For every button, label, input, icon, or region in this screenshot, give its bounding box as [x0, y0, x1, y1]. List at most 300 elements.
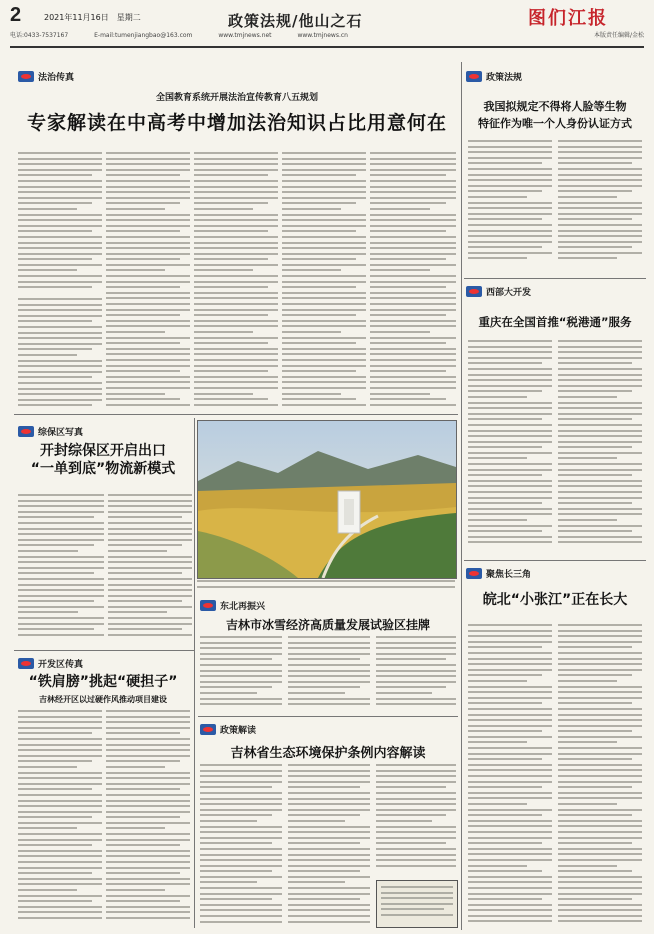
text-line — [282, 275, 366, 277]
text-line — [106, 337, 190, 339]
text-line — [288, 698, 370, 700]
text-line — [468, 876, 552, 878]
text-line — [376, 658, 446, 660]
text-line — [370, 214, 456, 216]
chongqing-headline: 重庆在全国首推“税港通”服务 — [478, 315, 632, 329]
text-line — [558, 213, 642, 215]
text-line — [18, 337, 102, 339]
text-line — [558, 797, 642, 799]
text-line — [194, 387, 278, 389]
text-line — [194, 370, 268, 372]
text-line — [468, 435, 552, 437]
text-line — [468, 246, 542, 248]
text-line — [468, 809, 552, 811]
text-line — [468, 769, 552, 771]
text-line — [18, 225, 102, 227]
kaifeng-col-1 — [18, 494, 104, 644]
text-line — [106, 365, 190, 367]
text-line — [376, 848, 456, 850]
text-line — [106, 833, 190, 835]
text-line — [18, 556, 104, 558]
main-col-3 — [194, 152, 278, 410]
text-line — [370, 269, 430, 271]
text-line — [18, 191, 102, 193]
text-line — [194, 197, 278, 199]
text-line — [282, 219, 366, 221]
text-line — [282, 253, 366, 255]
text-line — [376, 775, 456, 777]
text-line — [558, 714, 642, 716]
text-line — [558, 887, 642, 889]
text-line — [194, 398, 268, 400]
text-line — [468, 909, 552, 911]
text-line — [282, 230, 356, 232]
text-line — [288, 915, 370, 917]
text-line — [282, 292, 366, 294]
text-line — [558, 491, 642, 493]
text-line — [370, 186, 456, 188]
text-line — [18, 544, 94, 546]
text-line — [106, 281, 190, 283]
text-line — [282, 342, 356, 344]
text-line — [106, 883, 190, 885]
text-line — [376, 831, 456, 833]
main-col-1b — [18, 298, 102, 410]
text-line — [18, 833, 102, 835]
text-line — [18, 578, 104, 580]
text-line — [200, 675, 282, 677]
text-line — [468, 530, 542, 532]
text-line — [558, 346, 642, 348]
text-line — [200, 798, 282, 800]
text-line — [288, 809, 370, 811]
text-line — [282, 152, 366, 154]
main-col-4 — [282, 152, 366, 410]
text-line — [288, 786, 360, 788]
text-line — [18, 567, 104, 569]
text-line — [194, 331, 253, 333]
text-line — [106, 716, 190, 718]
text-line — [370, 286, 446, 288]
text-line — [106, 376, 190, 378]
text-line — [376, 703, 456, 705]
text-line — [106, 225, 190, 227]
text-line — [370, 297, 456, 299]
text-line — [18, 399, 102, 401]
text-line — [468, 641, 552, 643]
chongqing-col-2 — [558, 340, 642, 552]
section-tag-regs: 政策解读 — [200, 723, 256, 735]
text-line — [468, 893, 552, 895]
text-line — [200, 820, 257, 822]
text-line — [18, 794, 102, 796]
text-line — [200, 636, 282, 638]
text-line — [468, 340, 552, 342]
text-line — [558, 708, 642, 710]
section-flag-icon — [18, 426, 34, 437]
text-line — [468, 413, 552, 415]
text-line — [376, 642, 456, 644]
text-line — [468, 870, 542, 872]
text-line — [18, 539, 104, 541]
text-line — [558, 185, 642, 187]
text-line — [370, 342, 446, 344]
text-line — [558, 674, 632, 676]
text-line — [370, 376, 456, 378]
text-line — [18, 732, 92, 734]
text-line — [18, 371, 102, 373]
text-line — [558, 396, 617, 398]
text-line — [18, 872, 92, 874]
photo-illustration — [198, 421, 456, 578]
text-line — [106, 794, 190, 796]
text-line — [18, 744, 102, 746]
text-line — [558, 635, 642, 637]
section-tag-law: 法治传真 — [18, 70, 74, 82]
text-line — [558, 413, 642, 415]
text-line — [106, 247, 190, 249]
text-line — [106, 398, 180, 400]
text-line — [200, 876, 282, 878]
text-line — [194, 320, 278, 322]
text-line — [558, 446, 632, 448]
text-line — [282, 236, 366, 238]
text-line — [282, 286, 356, 288]
text-line — [376, 653, 456, 655]
text-line — [468, 224, 552, 226]
left-col-divider — [194, 418, 195, 928]
text-line — [558, 480, 642, 482]
text-line — [194, 376, 278, 378]
text-line — [282, 281, 366, 283]
section-tag-policy: 政策法规 — [466, 70, 522, 82]
text-line — [106, 811, 190, 813]
text-line — [370, 197, 456, 199]
left-divider — [14, 650, 194, 651]
text-line — [468, 474, 542, 476]
jilin-col-1 — [200, 636, 282, 712]
text-line — [194, 353, 278, 355]
text-line — [194, 230, 268, 232]
text-line — [194, 292, 278, 294]
text-line — [558, 179, 642, 181]
text-line — [108, 561, 192, 563]
text-line — [18, 505, 104, 507]
text-line — [558, 691, 642, 693]
text-line — [376, 781, 456, 783]
text-line — [288, 798, 370, 800]
chongqing-col-1 — [468, 340, 552, 552]
text-line — [18, 202, 92, 204]
text-line — [194, 202, 268, 204]
text-line — [558, 904, 642, 906]
text-line — [468, 887, 552, 889]
text-line — [288, 647, 370, 649]
text-line — [468, 525, 552, 527]
jilin-col-2 — [288, 636, 370, 712]
text-line — [468, 702, 542, 704]
text-line — [106, 738, 190, 740]
text-line — [200, 842, 272, 844]
text-line — [200, 909, 282, 911]
text-line — [558, 893, 642, 895]
text-line — [558, 140, 642, 142]
text-line — [106, 816, 180, 818]
text-line — [194, 297, 278, 299]
text-line — [194, 208, 253, 210]
main-col-2 — [106, 152, 190, 410]
text-line — [18, 365, 102, 367]
text-line — [18, 500, 104, 502]
text-line — [376, 837, 456, 839]
text-line — [468, 346, 552, 348]
text-line — [18, 214, 102, 216]
text-line — [106, 325, 190, 327]
jilin-econ-headline: 吉林市冰雪经济高质量发展试验区挂牌 — [225, 618, 430, 632]
text-line — [288, 658, 360, 660]
text-line — [200, 865, 282, 867]
text-line — [376, 826, 456, 828]
text-line — [18, 738, 102, 740]
text-line — [108, 578, 192, 580]
text-line — [108, 595, 192, 597]
newspaper-logo: 图们江报 — [528, 8, 608, 29]
text-line — [282, 353, 366, 355]
text-line — [106, 348, 190, 350]
text-line — [468, 842, 542, 844]
text-line — [468, 837, 552, 839]
text-line — [288, 670, 370, 672]
text-line — [194, 286, 268, 288]
text-line — [468, 230, 552, 232]
text-line — [282, 225, 366, 227]
text-line — [106, 404, 190, 406]
text-line — [558, 463, 642, 465]
text-line — [282, 314, 356, 316]
main-headline: 专家解读在中高考中增加法治知识占比用意何在 — [26, 112, 447, 134]
text-line — [468, 196, 527, 198]
text-line — [558, 881, 642, 883]
text-line — [558, 390, 632, 392]
text-line — [558, 146, 642, 148]
text-line — [108, 611, 167, 613]
text-line — [288, 921, 370, 923]
text-line — [200, 859, 282, 861]
text-line — [370, 264, 456, 266]
text-line — [558, 630, 642, 632]
text-line — [106, 303, 190, 305]
text-line — [468, 430, 552, 432]
text-line — [18, 572, 94, 574]
text-line — [558, 764, 642, 766]
section-flag-icon — [466, 286, 482, 297]
text-line — [468, 396, 527, 398]
text-line — [376, 664, 456, 666]
anhui-headline: 皖北“小张江”正在长大 — [482, 592, 628, 608]
text-line — [370, 309, 456, 311]
text-line — [370, 219, 456, 221]
text-line — [288, 792, 370, 794]
text-line — [194, 264, 278, 266]
text-line — [468, 519, 527, 521]
text-line — [288, 842, 360, 844]
text-line — [18, 634, 104, 636]
text-line — [288, 854, 370, 856]
text-line — [200, 764, 282, 766]
text-line — [468, 218, 542, 220]
text-line — [282, 365, 366, 367]
text-line — [288, 636, 370, 638]
text-line — [558, 174, 642, 176]
text-line — [370, 314, 446, 316]
text-line — [558, 641, 642, 643]
text-line — [18, 533, 104, 535]
eco-law-headline: 吉林省生态环境保护条例内容解读 — [230, 746, 426, 761]
text-line — [370, 225, 456, 227]
section-tag-devzone: 开发区传真 — [18, 657, 83, 669]
text-line — [468, 441, 552, 443]
text-line — [370, 370, 446, 372]
text-line — [468, 241, 552, 243]
text-line — [18, 889, 77, 891]
text-line — [18, 850, 102, 852]
text-line — [468, 853, 552, 855]
text-line — [200, 803, 282, 805]
text-line — [18, 855, 102, 857]
text-line — [468, 747, 552, 749]
text-line — [468, 368, 552, 370]
text-line — [18, 760, 92, 762]
anhui-col-1 — [468, 624, 552, 928]
main-kicker: 全国教育系统开展法治宣传教育八五规划 — [155, 93, 318, 103]
text-line — [106, 772, 190, 774]
text-line — [282, 264, 366, 266]
text-line — [106, 342, 180, 344]
landscape-photo — [197, 420, 457, 579]
text-line — [18, 878, 102, 880]
text-line — [200, 915, 282, 917]
text-line — [106, 800, 190, 802]
text-line — [468, 502, 542, 504]
text-line — [200, 786, 272, 788]
text-line — [370, 337, 456, 339]
text-line — [108, 544, 182, 546]
text-line — [194, 225, 278, 227]
text-line — [108, 556, 192, 558]
text-line — [558, 876, 642, 878]
text-line — [200, 647, 282, 649]
text-line — [106, 152, 190, 154]
text-line — [468, 185, 552, 187]
text-line — [370, 398, 446, 400]
text-line — [18, 343, 102, 345]
text-line — [558, 859, 642, 861]
text-line — [468, 708, 552, 710]
text-line — [468, 674, 542, 676]
text-line — [18, 404, 92, 406]
text-line — [106, 370, 180, 372]
text-line — [106, 749, 190, 751]
page-editor: 本版责任编辑/金松 — [593, 32, 644, 39]
text-line — [558, 402, 642, 404]
text-line — [370, 208, 430, 210]
text-line — [18, 816, 92, 818]
text-line — [108, 584, 192, 586]
text-line — [468, 904, 552, 906]
text-line — [18, 550, 78, 552]
text-line — [558, 368, 642, 370]
text-line — [200, 642, 282, 644]
text-line — [18, 180, 102, 182]
text-line — [468, 697, 552, 699]
text-line — [558, 224, 642, 226]
text-line — [558, 702, 632, 704]
text-line — [468, 446, 542, 448]
text-line — [108, 617, 192, 619]
text-line — [106, 236, 190, 238]
text-line — [468, 402, 552, 404]
text-line — [18, 169, 102, 171]
text-line — [106, 264, 190, 266]
text-line — [468, 357, 552, 359]
text-line — [108, 539, 192, 541]
text-line — [468, 390, 542, 392]
text-line — [282, 269, 341, 271]
text-line — [288, 653, 370, 655]
text-line — [106, 387, 190, 389]
text-line — [288, 642, 370, 644]
email: E-mail:tumenjiangbao@163.com — [94, 32, 193, 39]
text-line — [200, 692, 257, 694]
text-line — [370, 393, 430, 395]
text-line — [558, 842, 632, 844]
text-line — [18, 219, 102, 221]
text-line — [18, 494, 104, 496]
text-line — [18, 393, 102, 395]
text-line — [468, 719, 552, 721]
text-line — [381, 897, 453, 899]
text-line — [468, 151, 552, 153]
text-line — [558, 218, 632, 220]
text-line — [106, 895, 190, 897]
text-line — [18, 281, 102, 283]
kaifeng-headline-2: “一单到底”物流新模式 — [30, 461, 176, 477]
text-line — [194, 169, 278, 171]
text-line — [558, 525, 642, 527]
text-line — [194, 393, 253, 395]
text-line — [18, 772, 102, 774]
text-line — [18, 332, 102, 334]
text-line — [18, 867, 102, 869]
text-line — [108, 567, 192, 569]
text-line — [282, 393, 341, 395]
iron-col-1 — [18, 710, 102, 928]
text-line — [106, 855, 190, 857]
text-line — [200, 781, 282, 783]
text-line — [200, 703, 282, 705]
text-line — [282, 404, 366, 406]
text-line — [558, 920, 642, 922]
text-line — [194, 219, 278, 221]
text-line — [194, 281, 278, 283]
text-line — [376, 820, 432, 822]
text-line — [558, 508, 642, 510]
text-line — [558, 831, 642, 833]
text-line — [376, 692, 432, 694]
text-line — [558, 848, 642, 850]
text-line — [200, 887, 282, 889]
text-line — [468, 536, 552, 538]
